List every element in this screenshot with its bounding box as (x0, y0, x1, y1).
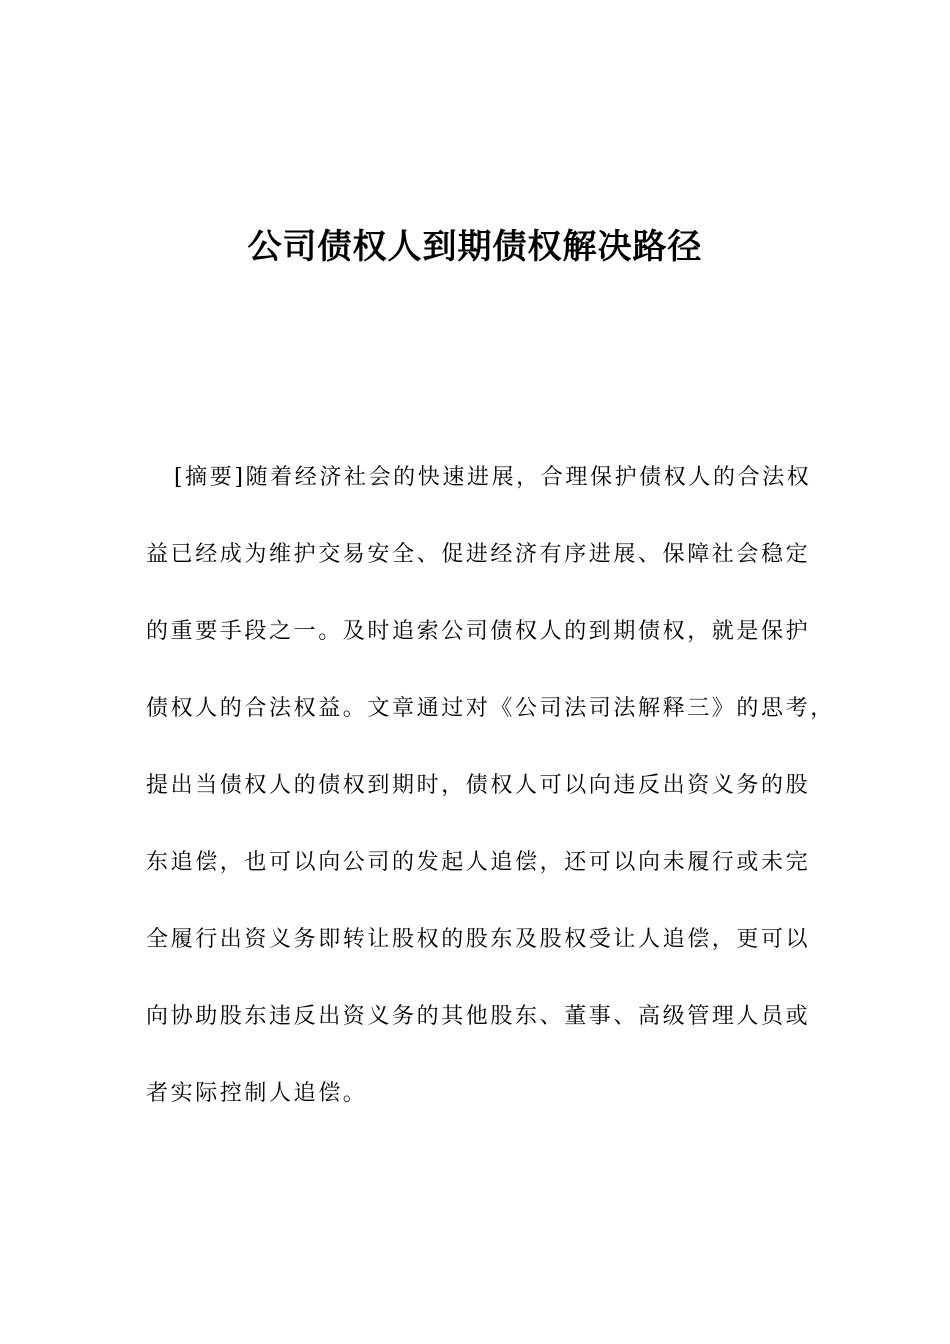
abstract-line: 提出当债权人的债权到期时，债权人可以向违反出资义务的股 (146, 773, 811, 798)
document-title: 公司债权人到期债权解决路径 (247, 227, 703, 267)
abstract-line: [摘要]随着经济社会的快速进展，合理保护债权人的合法权 (174, 465, 812, 490)
abstract-line: 东追偿，也可以向公司的发起人追偿，还可以向未履行或未完 (146, 850, 811, 875)
abstract-line: 益已经成为维护交易安全、促进经济有序进展、保障社会稳定 (146, 542, 811, 567)
abstract-line: 者实际控制人追偿。 (146, 1081, 368, 1106)
abstract-line: 的重要手段之一。及时追索公司债权人的到期债权，就是保护 (146, 619, 811, 644)
abstract-line: 全履行出资义务即转让股权的股东及股权受让人追偿，更可以 (146, 927, 811, 952)
abstract-line: 债权人的合法权益。文章通过对《公司法司法解释三》的思考， (146, 696, 835, 721)
abstract-paragraph (146, 452, 835, 1145)
abstract-line: 向协助股东违反出资义务的其他股东、董事、高级管理人员或 (146, 1004, 811, 1029)
